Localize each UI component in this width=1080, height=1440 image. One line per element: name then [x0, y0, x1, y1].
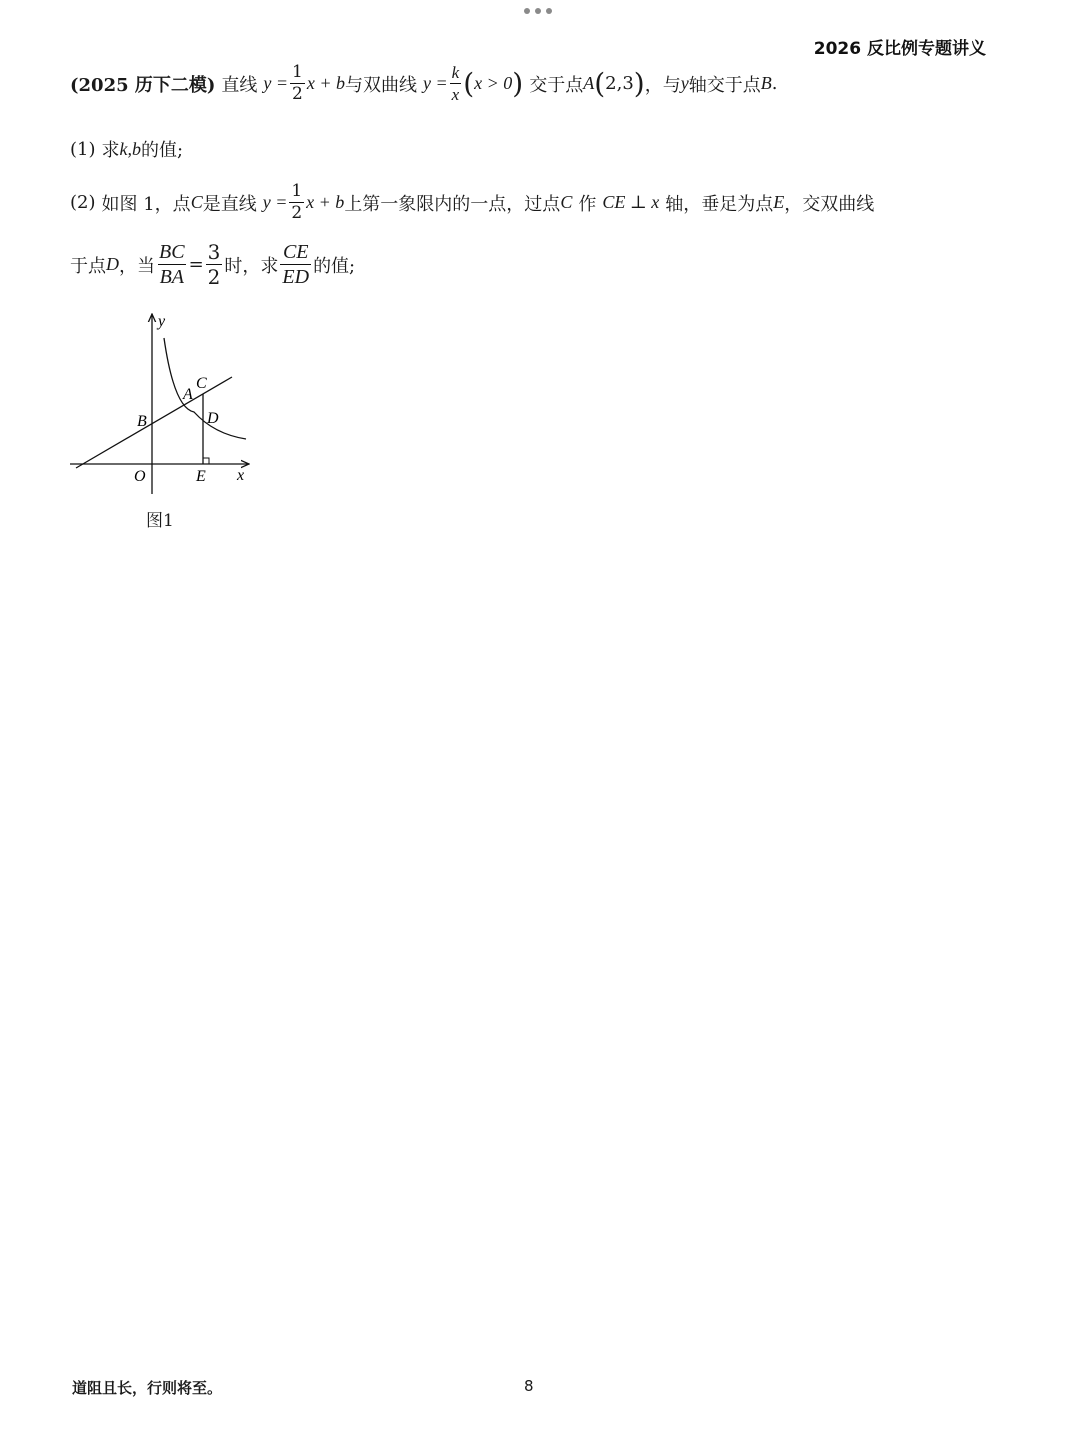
point-C-label: C [190, 192, 203, 212]
source-tag: (2025 历下二模) [70, 74, 216, 96]
k-over-x-fraction [450, 64, 462, 103]
x-axis-letter: x [237, 467, 245, 484]
dot [524, 8, 530, 14]
part1-label: (1) [70, 138, 96, 160]
part1-text-2: 的值; [141, 140, 184, 161]
point-B-diagram-label: B [137, 413, 147, 430]
fraction-denominator: 2 [291, 203, 303, 223]
fraction-numerator: BC [159, 241, 185, 263]
point-A-diagram-label: A [183, 386, 193, 403]
y-axis-letter: y [158, 313, 166, 330]
right-angle-mark [203, 458, 209, 464]
figure-caption: 图1 [146, 511, 174, 531]
figure-1-diagram [64, 308, 264, 504]
more-options-icon[interactable] [524, 8, 552, 14]
origin-label: O [134, 468, 146, 485]
part2-text-3: 上第一象限内的一点，过点 [344, 193, 561, 215]
hyperbola-eq-lhs: y = [423, 73, 448, 93]
intro-text-3: 交于点 [529, 74, 584, 96]
point-B-label: B [760, 73, 772, 93]
part2-text-2: 是直线 [202, 193, 257, 215]
part2-text-4: 作 [578, 193, 597, 215]
ce-over-ed-fraction [280, 242, 311, 287]
footer-motto: 道阻且长，行则将至。 [72, 1379, 223, 1397]
page-number: 8 [524, 1377, 534, 1395]
part2-text-1: 如图 1，点 [101, 193, 191, 215]
fraction-numerator: CE [282, 241, 309, 263]
fraction-numerator: 1 [291, 181, 303, 201]
point-C-diagram-label: C [196, 375, 207, 392]
part2-text-5: 轴，垂足为点 [665, 193, 774, 215]
page-header-title: 2026 反比例专题讲义 [813, 39, 986, 59]
perpendicular-expr: CE ⊥ x [602, 192, 660, 212]
fraction-denominator: 2 [207, 265, 221, 289]
part1 [70, 136, 183, 162]
intro-text-2: 与双曲线 [345, 74, 418, 96]
part2-line1 [70, 183, 874, 222]
point-E-label: E [773, 192, 785, 212]
intro-text-5: 轴交于点 [688, 74, 761, 96]
fraction-denominator: BA [159, 266, 184, 288]
part2-text-10: 的值; [313, 255, 356, 277]
fraction-denominator: ED [282, 266, 310, 288]
dot [535, 8, 541, 14]
part2-text-7: 于点 [70, 255, 106, 277]
half-fraction [289, 183, 304, 222]
part2-text-8: ，当 [119, 255, 155, 277]
fraction-denominator: 2 [292, 84, 303, 104]
open-paren: ( [594, 66, 606, 100]
fraction-numerator: 1 [292, 62, 303, 82]
fraction-denominator: x [451, 85, 460, 104]
y-axis-label: y [680, 73, 689, 93]
part2-text-9: 时，求 [224, 255, 279, 277]
intro-text-1: 直线 [221, 74, 258, 96]
part1-vars: k,b [119, 138, 141, 159]
intro-text-4: ，与 [644, 74, 681, 96]
fraction-numerator: 3 [207, 240, 221, 264]
point-E-diagram-label: E [196, 468, 206, 485]
close-paren: ) [512, 66, 524, 100]
three-halves-fraction [206, 242, 223, 287]
line-eq-rest: x + b [306, 192, 345, 212]
point-A-coords: 2,3 [605, 73, 634, 94]
line-eq-rest: x + b [306, 73, 346, 93]
equals-sign: = [188, 254, 204, 275]
point-A-label: A [583, 73, 595, 93]
point-D-label: D [106, 254, 119, 274]
half-fraction [290, 64, 305, 103]
part2-label: (2) [70, 192, 96, 213]
intro-text-6: . [771, 73, 778, 94]
open-paren: ( [463, 66, 475, 100]
problem-intro [70, 64, 777, 103]
part1-text-1: 求 [101, 140, 120, 161]
point-D-diagram-label: D [207, 410, 219, 427]
line-eq-lhs: y = [262, 192, 288, 212]
bc-over-ba-fraction [157, 242, 187, 287]
point-C-label: C [560, 192, 573, 212]
close-paren: ) [633, 66, 645, 100]
line-eq-lhs: y = [263, 73, 289, 93]
fraction-numerator: k [451, 63, 460, 82]
domain-condition: x > 0 [474, 73, 513, 93]
dot [546, 8, 552, 14]
part2-text-6: ，交双曲线 [784, 193, 875, 215]
part2-line2 [70, 242, 355, 287]
